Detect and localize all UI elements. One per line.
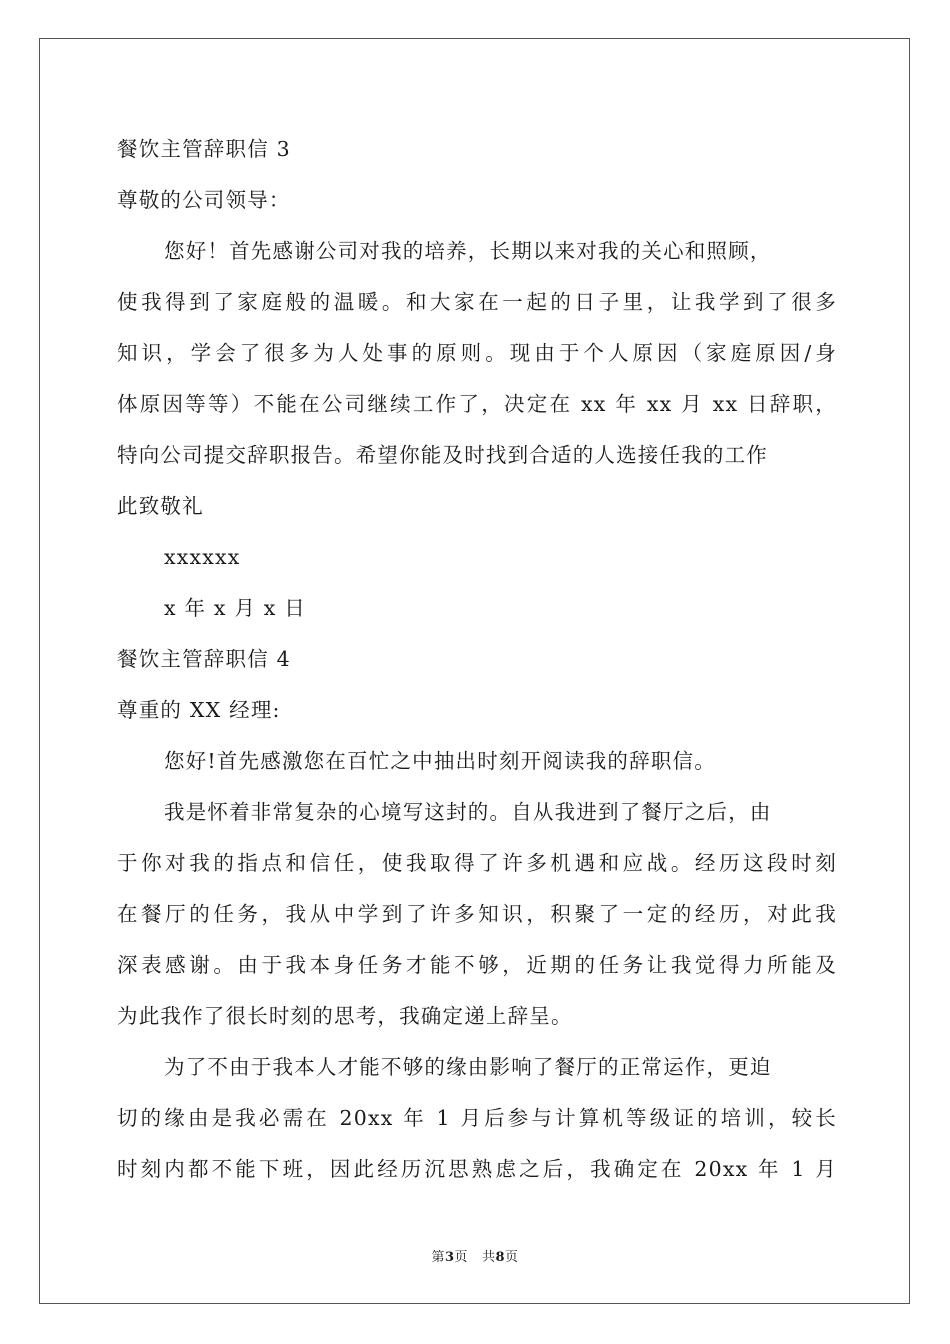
letter-title: 餐饮主管辞职信 4 [117, 647, 291, 671]
body-line: 切的缘由是我必需在 20xx 年 1 月后参与计算机等级证的培训，较长 [117, 1106, 837, 1130]
letter-title: 餐饮主管辞职信 3 [117, 137, 291, 161]
body-line: 使我得到了家庭般的温暖。和大家在一起的日子里，让我学到了很多 [117, 290, 837, 314]
total-prefix: 共 [481, 1250, 496, 1265]
salutation: 尊重的 XX 经理: [117, 698, 281, 722]
body-line: 我是怀着非常复杂的心境写这封的。自从我进到了餐厅之后，由 [164, 800, 772, 824]
page-suffix: 页 [454, 1250, 469, 1265]
total-pages: 8 [495, 1250, 506, 1265]
body-line: 体原因等等）不能在公司继续工作了，决定在 xx 年 xx 月 xx 日辞职， [117, 392, 837, 416]
page-number: 3 [444, 1250, 455, 1265]
body-line: 您好！首先感谢公司对我的培养，长期以来对我的关心和照顾， [164, 239, 772, 263]
body-line: 深表感谢。由于我本身任务才能不够，近期的任务让我觉得力所能及 [117, 953, 837, 977]
body-line: 知识，学会了很多为人处事的原则。现由于个人原因（家庭原因/身 [117, 341, 837, 365]
salutation: 尊敬的公司领导： [117, 188, 291, 212]
body-line: 时刻内都不能下班，因此经历沉思熟虑之后，我确定在 20xx 年 1 月 [117, 1157, 837, 1181]
page-footer [0, 1246, 950, 1265]
signature: xxxxxx [164, 545, 241, 569]
date: x 年 x 月 x 日 [164, 596, 306, 620]
page-prefix: 第 [431, 1250, 445, 1265]
body-line: 特向公司提交辞职报告。希望你能及时找到合适的人选接任我的工作 [117, 443, 768, 467]
body-line: 为了不由于我本人才能不够的缘由影响了餐厅的正常运作，更迫 [164, 1055, 772, 1079]
closing: 此致敬礼 [117, 494, 204, 518]
greeting: 您好!首先感激您在百忙之中抽出时刻开阅读我的辞职信。 [164, 749, 716, 773]
body-line: 在餐厅的任务，我从中学到了许多知识，积聚了一定的经历，对此我 [117, 902, 837, 926]
body-line: 于你对我的指点和信任，使我取得了许多机遇和应战。经历这段时刻 [117, 851, 837, 875]
total-suffix: 页 [505, 1250, 519, 1265]
body-line: 为此我作了很长时刻的思考，我确定递上辞呈。 [117, 1004, 573, 1028]
document-body [117, 124, 837, 1195]
